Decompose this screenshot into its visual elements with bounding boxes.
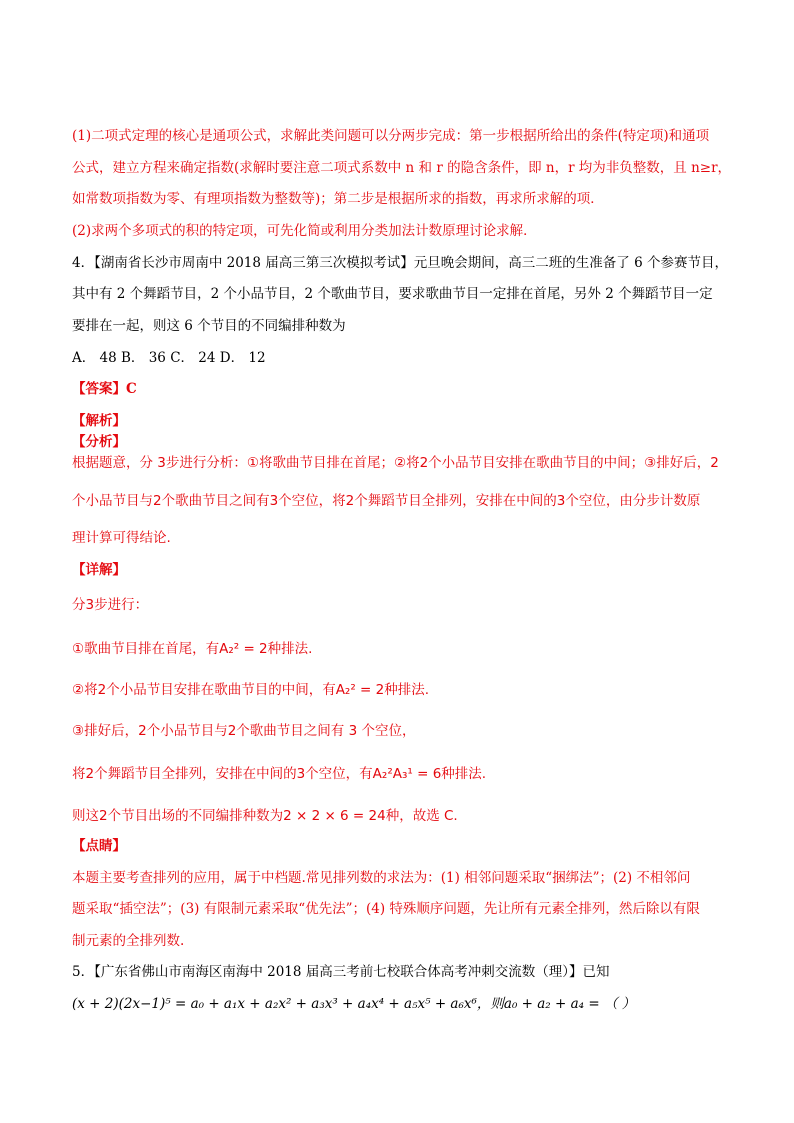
q4-analysis-tag: 【解析】: [72, 413, 126, 429]
note-line-2: 公式，建立方程来确定指数(求解时要注意二项式系数中 n 和 r 的隐含条件，即 n，r 均为非负整数，且 n≥r，: [72, 160, 732, 176]
q4-detail-tag: 【详解】: [72, 562, 126, 578]
q4-stem-line-3: 要排在一起，则这 6 个节目的不同编排种数为: [72, 318, 346, 334]
q4-fenxi-line-3: 理计算可得结论.: [72, 530, 171, 546]
q4-dianjing-line-2: 题采取“插空法”；(3) 有限制元素采取“优先法”；(4) 特殊顺序问题，先让所有元素全排列，然后除以有限: [72, 901, 700, 917]
q4-stem-line-2: 其中有 2 个舞蹈节目，2 个小品节目，2 个歌曲节目，要求歌曲节目一定排在首尾，另外 2 个舞蹈节目一定: [72, 286, 713, 302]
note-line-4: (2)求两个多项式的积的特定项，可先化简或利用分类加法计数原理讨论求解．: [72, 223, 537, 239]
q4-dianjing-tag: 【点睛】: [72, 838, 126, 854]
q4-fenxi-line-1: 根据题意，分 3步进行分析：①将歌曲节目排在首尾；②将2个小品节目安排在歌曲节目的中间；③排好后，2: [72, 455, 719, 471]
q5-stem-line-1: 5．【广东省佛山市南海区南海中 2018 届高三考前七校联合体高考冲刺交流数（理）】已知: [72, 964, 610, 980]
q4-detail-5: 则这2个节目出场的不同编排种数为2 × 2 × 6 = 24种，故选 C.: [72, 808, 458, 824]
note-line-3: 如常数项指数为零、有理项指数为整数等)；第二步是根据所求的指数，再求所求解的项．: [72, 191, 604, 207]
q4-detail-3: ③排好后，2个小品节目与2个歌曲节目之间有 3 个空位，: [72, 723, 416, 739]
q4-dianjing-line-3: 制元素的全排列数.: [72, 933, 185, 949]
q4-detail-2: ②将2个小品节目安排在歌曲节目的中间，有A₂² = 2种排法.: [72, 682, 430, 698]
q4-fenxi-line-2: 个小品节目与2个歌曲节目之间有3个空位，将2个舞蹈节目全排列，安排在中间的3个空位，由分步计数原: [72, 493, 701, 509]
q4-dianjing-line-1: 本题主要考查排列的应用，属于中档题.常见排列数的求法为：(1) 相邻问题采取“捆绑法”；(2) 不相邻问: [72, 870, 691, 886]
q4-fenxi-tag: 【分析】: [72, 434, 126, 450]
q4-answer: 【答案】C: [72, 381, 137, 397]
q5-stem-line-2: (x + 2)(2x−1)⁵ = a₀ + a₁x + a₂x² + a₃x³ + a₄x⁴ + a₅x⁵ + a₆x⁶，则a₀ + a₂ + a₄ = （ ）: [72, 996, 636, 1012]
q4-stem-line-1: 4．【湖南省长沙市周南中 2018 届高三第三次模拟考试】元旦晚会期间，高三二班的生准备了 6 个参赛节目，: [72, 255, 728, 271]
note-line-1: (1)二项式定理的核心是通项公式，求解此类问题可以分两步完成：第一步根据所给出的条件(特定项)和通项: [72, 128, 710, 144]
q4-detail-1: ①歌曲节目排在首尾，有A₂² = 2种排法.: [72, 641, 313, 657]
q4-detail-0: 分3步进行：: [72, 597, 149, 613]
q4-options: A． 48 B． 36 C． 24 D． 12: [72, 350, 266, 366]
q4-detail-4: 将2个舞蹈节目全排列，安排在中间的3个空位，有A₂²A₃¹ = 6种排法.: [72, 766, 487, 782]
